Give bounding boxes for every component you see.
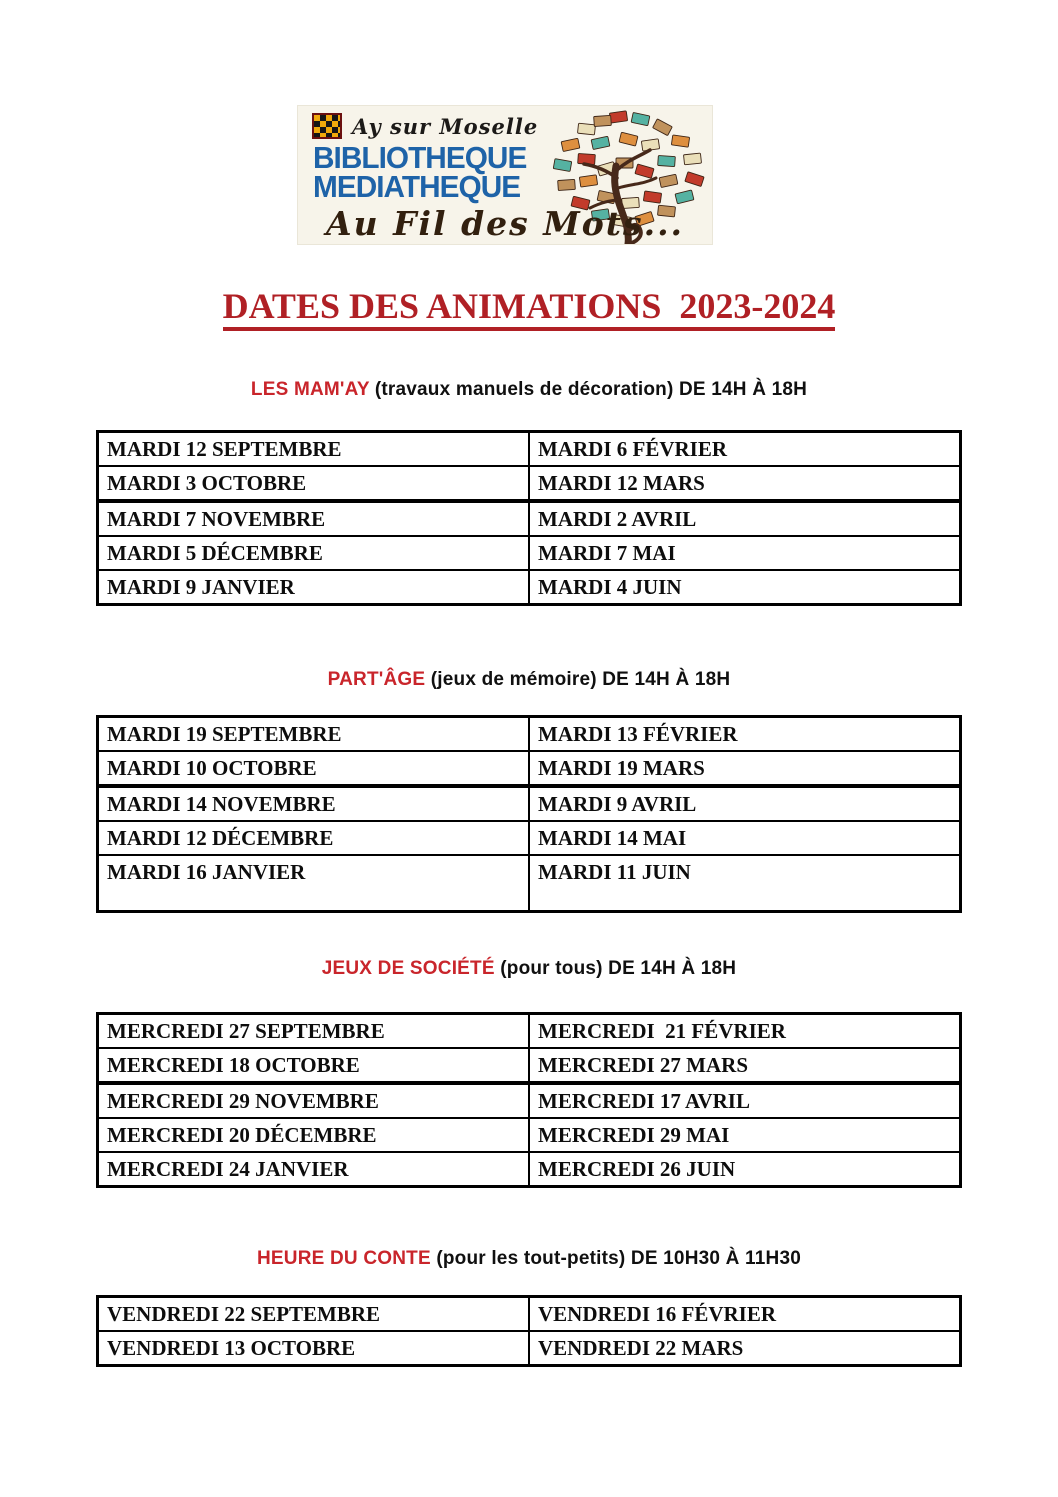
- date-cell: VENDREDI 13 OCTOBRE: [98, 1331, 530, 1366]
- table-row: [98, 1014, 961, 1049]
- table-row: [98, 821, 961, 855]
- table-row: [98, 1118, 961, 1152]
- date-cell: MARDI 14 MAI: [529, 821, 961, 855]
- date-cell: VENDREDI 22 SEPTEMBRE: [98, 1297, 530, 1332]
- date-cell: MARDI 12 SEPTEMBRE: [98, 432, 530, 467]
- section-header-partage: [0, 669, 1058, 691]
- date-cell: MERCREDI 17 AVRIL: [529, 1083, 961, 1118]
- table-row: [98, 1331, 961, 1366]
- section-name: JEUX DE SOCIÉTÉ: [321, 958, 495, 979]
- date-cell: MARDI 10 OCTOBRE: [98, 751, 530, 786]
- logo-name-line2: MEDIATHEQUE: [313, 168, 521, 204]
- date-cell: MARDI 3 OCTOBRE: [98, 466, 530, 501]
- date-cell: MERCREDI 29 NOVEMBRE: [98, 1083, 530, 1118]
- date-cell: MERCREDI 27 SEPTEMBRE: [98, 1014, 530, 1049]
- table-row: [98, 432, 961, 467]
- date-cell: MARDI 13 FÉVRIER: [529, 717, 961, 752]
- date-cell: MERCREDI 24 JANVIER: [98, 1152, 530, 1187]
- date-cell: MARDI 12 DÉCEMBRE: [98, 821, 530, 855]
- table-row: [98, 1048, 961, 1083]
- section-details: (pour tous) DE 14H À 18H: [500, 958, 737, 979]
- logo-name-line1: BIBLIOTHEQUE: [313, 140, 527, 175]
- date-cell: MERCREDI 20 DÉCEMBRE: [98, 1118, 530, 1152]
- date-cell: MARDI 9 AVRIL: [529, 786, 961, 821]
- section-name: PART'ÂGE: [327, 669, 426, 690]
- section-name: LES MAM'AY: [250, 379, 370, 400]
- date-cell: VENDREDI 22 MARS: [529, 1331, 961, 1366]
- dates-table-les-mamay: [96, 430, 962, 606]
- checkered-arms-icon: [312, 113, 342, 139]
- table-row: [98, 1297, 961, 1332]
- date-cell: MARDI 12 MARS: [529, 466, 961, 501]
- table-row: [98, 1083, 961, 1118]
- table-row: [98, 717, 961, 752]
- date-cell: MERCREDI 26 JUIN: [529, 1152, 961, 1187]
- date-cell: MARDI 19 MARS: [529, 751, 961, 786]
- table-row: [98, 536, 961, 570]
- table-row: [98, 1152, 961, 1187]
- date-cell: MARDI 7 NOVEMBRE: [98, 501, 530, 536]
- date-cell: MERCREDI 29 MAI: [529, 1118, 961, 1152]
- date-cell: MARDI 6 FÉVRIER: [529, 432, 961, 467]
- date-cell: MERCREDI 27 MARS: [529, 1048, 961, 1083]
- table-row: [98, 855, 961, 912]
- date-cell: VENDREDI 16 FÉVRIER: [529, 1297, 961, 1332]
- table-row: [98, 501, 961, 536]
- date-cell: MARDI 14 NOVEMBRE: [98, 786, 530, 821]
- section-header-les-mamay: [0, 379, 1058, 401]
- section-header-heure-du-conte: [0, 1248, 1058, 1270]
- section-details: (pour les tout-petits) DE 10H30 À 11H30: [436, 1248, 801, 1269]
- table-row: [98, 751, 961, 786]
- dates-table-partage: [96, 715, 962, 913]
- table-row: [98, 466, 961, 501]
- date-cell: MARDI 5 DÉCEMBRE: [98, 536, 530, 570]
- date-cell: MARDI 11 JUIN: [529, 855, 961, 912]
- section-details: (jeux de mémoire) DE 14H À 18H: [430, 669, 731, 690]
- library-logo: [297, 105, 713, 245]
- date-cell: MARDI 9 JANVIER: [98, 570, 530, 605]
- dates-table-heure-du-conte: [96, 1295, 962, 1367]
- table-row: [98, 786, 961, 821]
- date-cell: MERCREDI 21 FÉVRIER: [529, 1014, 961, 1049]
- logo-town-name: Ay sur Moselle: [352, 113, 539, 139]
- date-cell: MARDI 16 JANVIER: [98, 855, 530, 912]
- date-cell: MARDI 19 SEPTEMBRE: [98, 717, 530, 752]
- date-cell: MERCREDI 18 OCTOBRE: [98, 1048, 530, 1083]
- page-title: DATES DES ANIMATIONS 2023-2024: [0, 288, 1058, 326]
- section-details: (travaux manuels de décoration) DE 14H À 18H: [374, 379, 808, 400]
- date-cell: MARDI 4 JUIN: [529, 570, 961, 605]
- logo-tagline: Au Fil des Mots...: [326, 204, 685, 243]
- section-name: HEURE DU CONTE: [257, 1248, 431, 1269]
- date-cell: MARDI 2 AVRIL: [529, 501, 961, 536]
- logo-library-name: [313, 140, 527, 204]
- dates-table-jeux-de-societe: [96, 1012, 962, 1188]
- date-cell: MARDI 7 MAI: [529, 536, 961, 570]
- section-header-jeux-de-societe: [0, 958, 1058, 980]
- table-row: [98, 570, 961, 605]
